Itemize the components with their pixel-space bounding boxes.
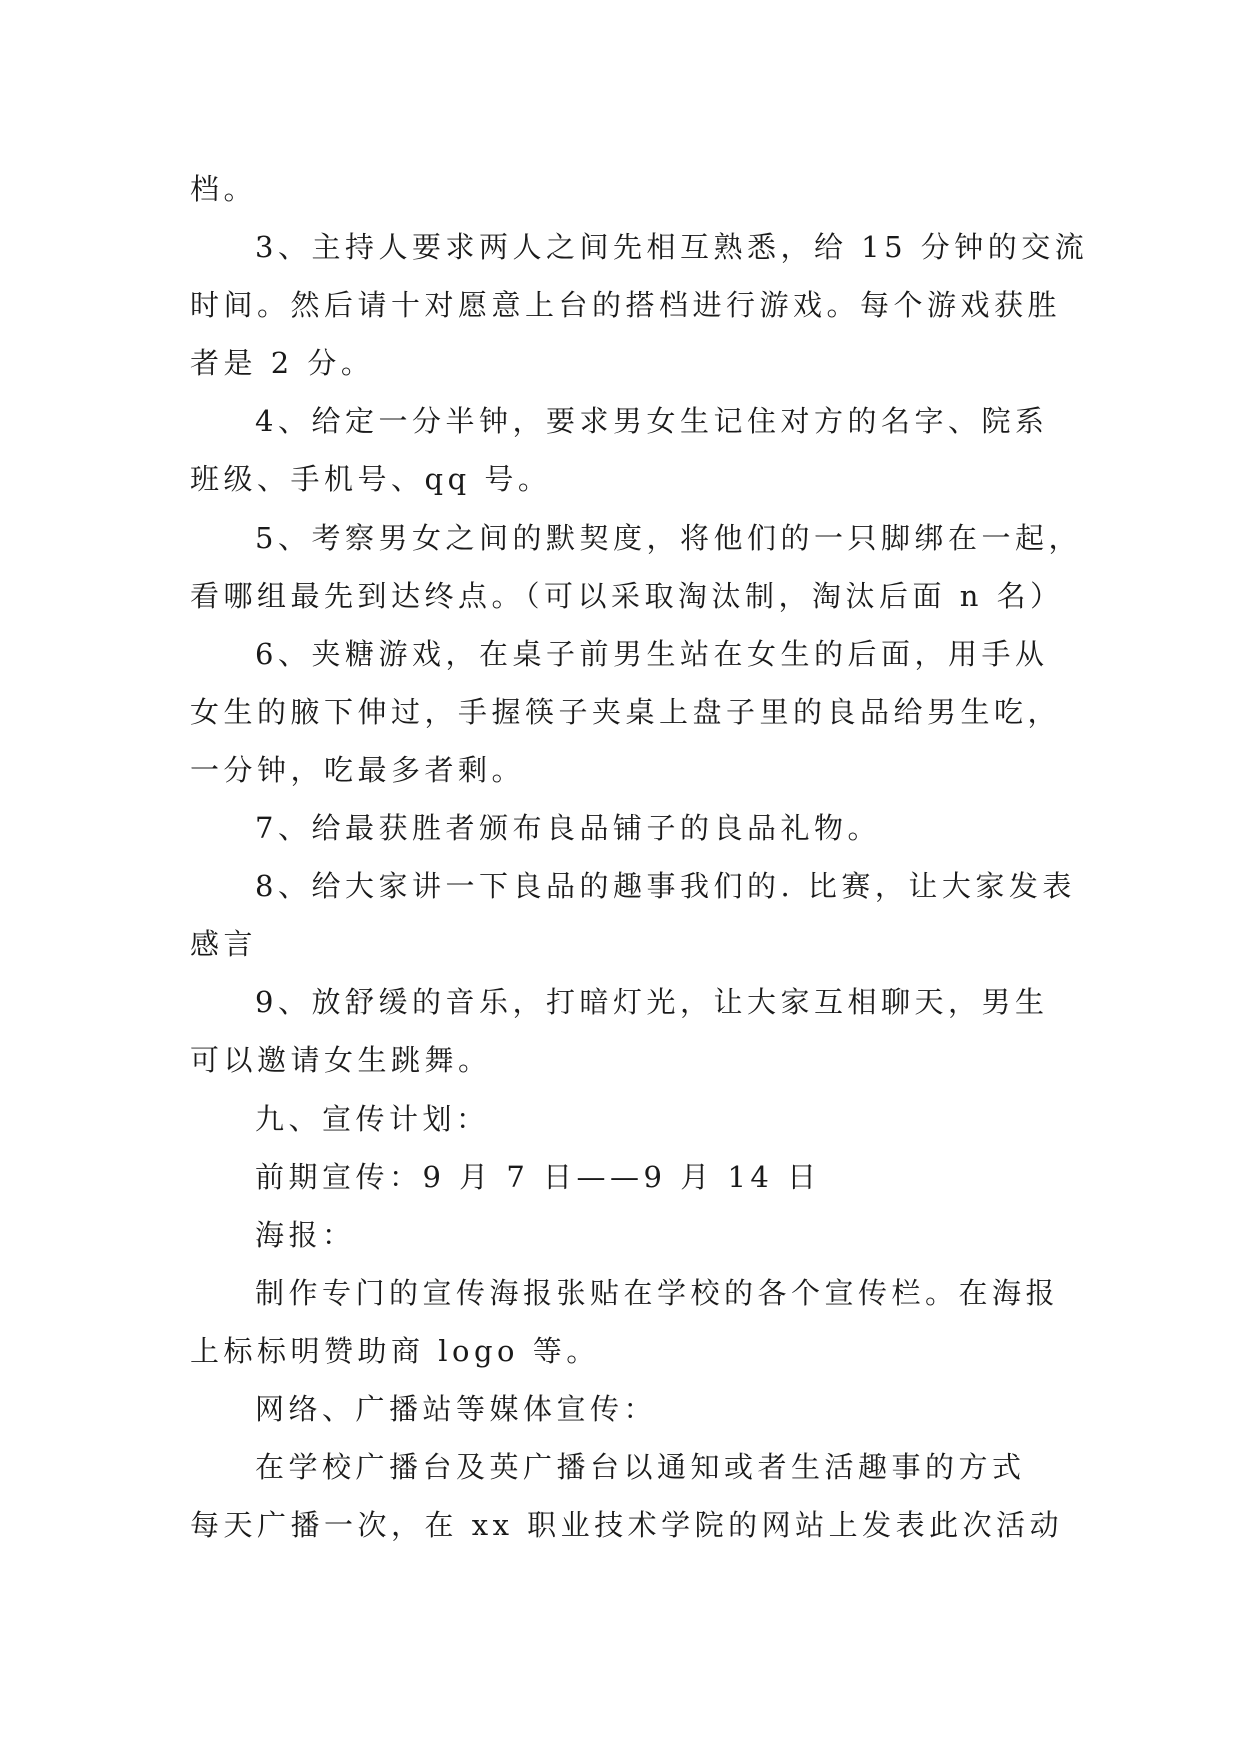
text-line: 在学校广播台及英广播台以通知或者生活趣事的方式 <box>255 1450 1026 1485</box>
text-line: 9、放舒缓的音乐，打暗灯光，让大家互相聊天，男生 <box>255 985 1049 1020</box>
text-line: 班级、手机号、qq 号。 <box>190 462 552 497</box>
text-line: 时间。然后请十对愿意上台的搭档进行游戏。每个游戏获胜 <box>190 288 1062 323</box>
text-line: 可以邀请女生跳舞。 <box>190 1043 492 1078</box>
section-heading: 九、宣传计划： <box>255 1101 490 1136</box>
text-line: 者是 2 分。 <box>190 346 375 381</box>
text-line: 上标标明赞助商 logo 等。 <box>190 1333 600 1368</box>
text-line: 3、主持人要求两人之间先相互熟悉，给 15 分钟的交流 <box>255 230 1089 265</box>
text-line: 一分钟，吃最多者剩。 <box>190 752 526 787</box>
text-line: 5、考察男女之间的默契度，将他们的一只脚绑在一起， <box>255 520 1082 555</box>
text-line: 每天广播一次，在 xx 职业技术学院的网站上发表此次活动 <box>190 1508 1064 1543</box>
text-line: 8、给大家讲一下良品的趣事我们的. 比赛，让大家发表 <box>255 869 1076 904</box>
text-line: 4、给定一分半钟，要求男女生记住对方的名字、院系 <box>255 404 1049 439</box>
text-line: 女生的腋下伸过，手握筷子夹桌上盘子里的良品给男生吃， <box>190 694 1062 729</box>
text-line: 感言 <box>190 927 258 962</box>
text-line: 海报： <box>255 1217 356 1252</box>
document-body <box>190 160 1089 1554</box>
text-line: 7、给最获胜者颁布良品铺子的良品礼物。 <box>255 811 881 846</box>
text-line: 6、夹糖游戏，在桌子前男生站在女生的后面，用手从 <box>255 636 1049 671</box>
text-line: 前期宣传：9 月 7 日——9 月 14 日 <box>255 1159 821 1194</box>
text-line: 档。 <box>190 172 258 206</box>
text-line: 制作专门的宣传海报张贴在学校的各个宣传栏。在海报 <box>255 1275 1060 1310</box>
text-line: 看哪组最先到达终点。（可以采取淘汰制，淘汰后面 n 名） <box>190 578 1064 613</box>
text-line: 网络、广播站等媒体宣传： <box>255 1391 658 1426</box>
